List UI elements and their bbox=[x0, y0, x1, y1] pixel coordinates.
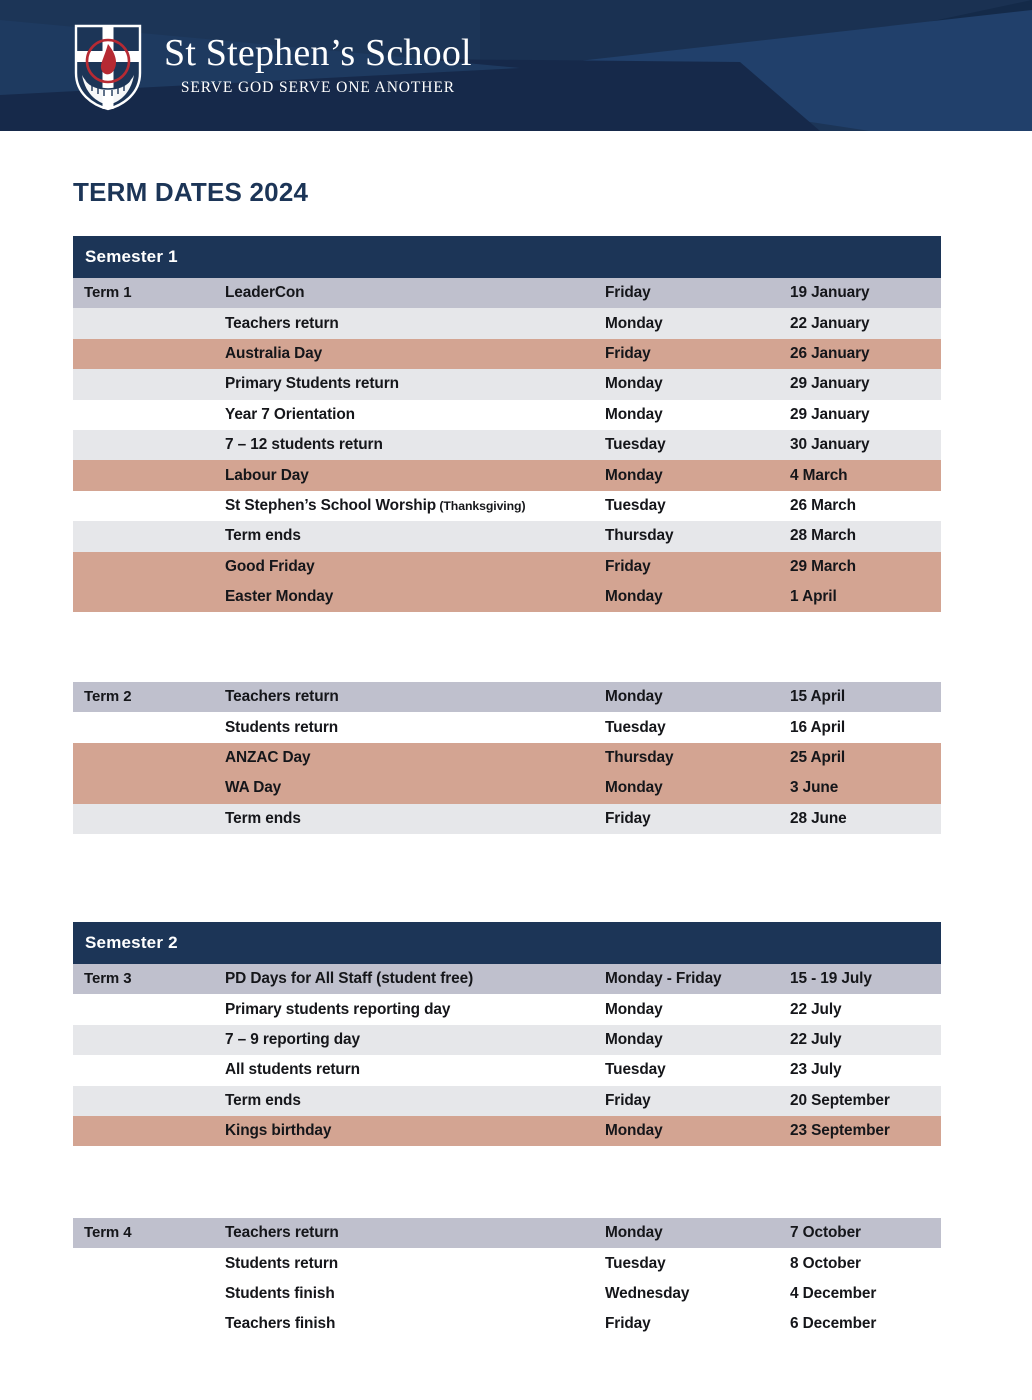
date-cell-text: 23 September bbox=[790, 1122, 890, 1140]
event-cell bbox=[225, 345, 605, 363]
event-cell-text: Primary students reporting day bbox=[225, 1000, 451, 1018]
term-cell-text: Term 2 bbox=[84, 688, 132, 706]
date-cell bbox=[790, 588, 941, 606]
event-cell bbox=[225, 588, 605, 606]
date-cell bbox=[790, 315, 941, 333]
semester-band bbox=[73, 922, 941, 964]
day-cell bbox=[605, 1061, 790, 1079]
event-cell-text: Kings birthday bbox=[225, 1122, 332, 1140]
event-cell-text: 7 – 9 reporting day bbox=[225, 1030, 360, 1048]
day-cell bbox=[605, 436, 790, 454]
date-cell bbox=[790, 1285, 941, 1303]
day-cell-text: Monday - Friday bbox=[605, 970, 722, 988]
day-cell-text: Monday bbox=[605, 405, 663, 423]
date-cell-text: 1 April bbox=[790, 588, 837, 606]
day-cell-text: Friday bbox=[605, 284, 651, 302]
event-cell-text: PD Days for All Staff (student free) bbox=[225, 970, 474, 988]
event-cell-text: Teachers return bbox=[225, 688, 339, 706]
day-cell-text: Tuesday bbox=[605, 718, 666, 736]
day-cell bbox=[605, 1001, 790, 1019]
event-cell bbox=[225, 436, 605, 454]
date-cell bbox=[790, 1315, 941, 1333]
event-cell bbox=[225, 779, 605, 797]
day-cell-text: Tuesday bbox=[605, 496, 666, 514]
date-cell bbox=[790, 375, 941, 393]
school-crest-icon bbox=[72, 23, 144, 111]
date-cell-text: 29 January bbox=[790, 405, 870, 423]
table-row bbox=[73, 278, 941, 308]
day-cell bbox=[605, 688, 790, 706]
term-table bbox=[73, 1218, 941, 1340]
event-cell bbox=[225, 315, 605, 333]
day-cell bbox=[605, 970, 790, 988]
event-cell bbox=[225, 970, 605, 988]
term-table bbox=[73, 682, 941, 834]
day-cell bbox=[605, 779, 790, 797]
event-cell bbox=[225, 1061, 605, 1079]
event-cell bbox=[225, 1001, 605, 1019]
table-row bbox=[73, 712, 941, 742]
semester-label: Semester 2 bbox=[85, 933, 178, 952]
event-cell-text: Year 7 Orientation bbox=[225, 405, 355, 423]
event-cell bbox=[225, 1224, 605, 1242]
table-row bbox=[73, 521, 941, 551]
event-cell-text: Students return bbox=[225, 718, 339, 736]
event-cell bbox=[225, 467, 605, 485]
day-cell-text: Thursday bbox=[605, 527, 674, 545]
table-row bbox=[73, 339, 941, 369]
date-cell-text: 8 October bbox=[790, 1254, 861, 1272]
event-cell-text: St Stephen’s School Worship bbox=[225, 496, 437, 514]
table-row bbox=[73, 964, 941, 994]
date-cell bbox=[790, 497, 941, 515]
day-cell-text: Friday bbox=[605, 1315, 651, 1333]
event-cell-text: 7 – 12 students return bbox=[225, 436, 383, 454]
date-cell-text: 4 December bbox=[790, 1284, 877, 1302]
semester-band-row bbox=[73, 236, 941, 278]
semester-label: Semester 1 bbox=[85, 247, 178, 266]
event-cell-text: Term ends bbox=[225, 1091, 301, 1109]
event-cell bbox=[225, 1255, 605, 1273]
date-cell-text: 28 June bbox=[790, 809, 847, 827]
site-header-banner bbox=[0, 0, 1032, 131]
table-row bbox=[73, 682, 941, 712]
date-cell bbox=[790, 558, 941, 576]
day-cell-text: Tuesday bbox=[605, 1061, 666, 1079]
date-cell bbox=[790, 1031, 941, 1049]
day-cell-text: Monday bbox=[605, 779, 663, 797]
term-cell bbox=[73, 284, 225, 302]
event-cell bbox=[225, 719, 605, 737]
date-cell-text: 26 January bbox=[790, 344, 870, 362]
date-cell-text: 6 December bbox=[790, 1315, 877, 1333]
event-cell bbox=[225, 1092, 605, 1110]
event-cell-text: Term ends bbox=[225, 809, 301, 827]
term-table bbox=[73, 278, 941, 612]
event-cell bbox=[225, 810, 605, 828]
table-row bbox=[73, 1025, 941, 1055]
event-cell-text: LeaderCon bbox=[225, 284, 305, 302]
page-title: TERM DATES 2024 bbox=[73, 177, 309, 207]
day-cell bbox=[605, 497, 790, 515]
date-cell-text: 16 April bbox=[790, 718, 846, 736]
date-cell bbox=[790, 1092, 941, 1110]
event-cell-text: Students finish bbox=[225, 1284, 335, 1302]
day-cell bbox=[605, 1315, 790, 1333]
table-row bbox=[73, 1279, 941, 1309]
day-cell-text: Wednesday bbox=[605, 1284, 690, 1302]
event-cell-text: WA Day bbox=[225, 779, 282, 797]
term-cell-text: Term 4 bbox=[84, 1224, 132, 1242]
event-cell bbox=[225, 1122, 605, 1140]
table-row bbox=[73, 369, 941, 399]
term-cell bbox=[73, 688, 225, 706]
day-cell bbox=[605, 345, 790, 363]
day-cell bbox=[605, 1255, 790, 1273]
date-cell-text: 26 March bbox=[790, 496, 856, 514]
date-cell bbox=[790, 436, 941, 454]
date-cell-text: 23 July bbox=[790, 1061, 842, 1079]
event-cell bbox=[225, 527, 605, 545]
term-cell-text: Term 3 bbox=[84, 970, 132, 988]
event-cell-text: Term ends bbox=[225, 527, 301, 545]
event-cell bbox=[225, 749, 605, 767]
day-cell bbox=[605, 810, 790, 828]
date-cell-text: 29 January bbox=[790, 375, 870, 393]
semester-band bbox=[73, 236, 941, 278]
day-cell-text: Monday bbox=[605, 588, 663, 606]
date-cell-text: 7 October bbox=[790, 1224, 861, 1242]
day-cell bbox=[605, 1285, 790, 1303]
table-row bbox=[73, 1309, 941, 1339]
day-cell-text: Tuesday bbox=[605, 1254, 666, 1272]
date-cell-text: 15 - 19 July bbox=[790, 970, 872, 988]
table-row bbox=[73, 773, 941, 803]
day-cell bbox=[605, 1092, 790, 1110]
event-cell-text: Primary Students return bbox=[225, 375, 399, 393]
event-cell bbox=[225, 375, 605, 393]
date-cell bbox=[790, 1255, 941, 1273]
table-row bbox=[73, 994, 941, 1024]
table-row bbox=[73, 460, 941, 490]
event-cell-text: Teachers finish bbox=[225, 1315, 336, 1333]
day-cell bbox=[605, 588, 790, 606]
date-cell-text: 28 March bbox=[790, 527, 856, 545]
day-cell-text: Friday bbox=[605, 557, 651, 575]
event-cell bbox=[225, 1315, 605, 1333]
day-cell-text: Monday bbox=[605, 688, 663, 706]
date-cell bbox=[790, 527, 941, 545]
table-row bbox=[73, 804, 941, 834]
day-cell bbox=[605, 719, 790, 737]
date-cell bbox=[790, 779, 941, 797]
table-row bbox=[73, 1218, 941, 1248]
date-cell bbox=[790, 719, 941, 737]
date-cell bbox=[790, 970, 941, 988]
date-cell bbox=[790, 284, 941, 302]
date-cell bbox=[790, 810, 941, 828]
day-cell-text: Friday bbox=[605, 344, 651, 362]
day-cell bbox=[605, 558, 790, 576]
table-row bbox=[73, 552, 941, 582]
date-cell bbox=[790, 345, 941, 363]
day-cell bbox=[605, 1224, 790, 1242]
table-row bbox=[73, 1116, 941, 1146]
day-cell bbox=[605, 749, 790, 767]
event-cell-text: Students return bbox=[225, 1254, 339, 1272]
day-cell-text: Thursday bbox=[605, 748, 674, 766]
event-cell-text: Australia Day bbox=[225, 344, 323, 362]
event-cell bbox=[225, 284, 605, 302]
day-cell-text: Monday bbox=[605, 375, 663, 393]
day-cell-text: Monday bbox=[605, 466, 663, 484]
school-motto: SERVE GOD SERVE ONE ANOTHER bbox=[180, 79, 455, 97]
event-cell bbox=[225, 558, 605, 576]
event-cell bbox=[225, 688, 605, 706]
day-cell bbox=[605, 315, 790, 333]
date-cell-text: 22 July bbox=[790, 1030, 842, 1048]
date-cell-text: 25 April bbox=[790, 748, 846, 766]
day-cell-text: Monday bbox=[605, 314, 663, 332]
date-cell-text: 30 January bbox=[790, 436, 870, 454]
date-cell-text: 19 January bbox=[790, 284, 870, 302]
term-cell bbox=[73, 970, 225, 988]
semester-band-row bbox=[73, 922, 941, 964]
event-cell bbox=[225, 406, 605, 424]
term-table bbox=[73, 964, 941, 1146]
day-cell bbox=[605, 527, 790, 545]
day-cell bbox=[605, 467, 790, 485]
date-cell bbox=[790, 688, 941, 706]
day-cell-text: Monday bbox=[605, 1122, 663, 1140]
date-cell-text: 20 September bbox=[790, 1091, 890, 1109]
day-cell bbox=[605, 284, 790, 302]
date-cell bbox=[790, 749, 941, 767]
event-note-text: (Thanksgiving) bbox=[436, 498, 526, 513]
school-wordmark bbox=[164, 31, 472, 98]
day-cell-text: Friday bbox=[605, 809, 651, 827]
table-row bbox=[73, 1055, 941, 1085]
table-row bbox=[73, 743, 941, 773]
day-cell-text: Monday bbox=[605, 1224, 663, 1242]
day-cell bbox=[605, 375, 790, 393]
date-cell bbox=[790, 1061, 941, 1079]
event-cell-text: Labour Day bbox=[225, 466, 309, 484]
date-cell-text: 15 April bbox=[790, 688, 846, 706]
table-row bbox=[73, 1248, 941, 1278]
day-cell bbox=[605, 1031, 790, 1049]
table-row bbox=[73, 1086, 941, 1116]
day-cell-text: Monday bbox=[605, 1000, 663, 1018]
event-cell-text: All students return bbox=[225, 1061, 360, 1079]
event-cell-text: Teachers return bbox=[225, 1224, 339, 1242]
date-cell-text: 4 March bbox=[790, 466, 848, 484]
date-cell bbox=[790, 1001, 941, 1019]
event-cell-text: Teachers return bbox=[225, 314, 339, 332]
table-row bbox=[73, 430, 941, 460]
date-cell bbox=[790, 406, 941, 424]
day-cell bbox=[605, 1122, 790, 1140]
day-cell-text: Monday bbox=[605, 1030, 663, 1048]
table-row bbox=[73, 308, 941, 338]
event-cell bbox=[225, 497, 605, 515]
date-cell-text: 29 March bbox=[790, 557, 856, 575]
date-cell-text: 22 January bbox=[790, 314, 870, 332]
day-cell bbox=[605, 406, 790, 424]
date-cell bbox=[790, 467, 941, 485]
event-cell bbox=[225, 1285, 605, 1303]
date-cell-text: 3 June bbox=[790, 779, 839, 797]
event-cell bbox=[225, 1031, 605, 1049]
day-cell-text: Tuesday bbox=[605, 436, 666, 454]
table-row bbox=[73, 491, 941, 521]
header-content bbox=[0, 0, 1032, 131]
school-name: St Stephen’s School bbox=[164, 31, 472, 74]
term-cell-text: Term 1 bbox=[84, 284, 132, 302]
event-cell-text: Good Friday bbox=[225, 557, 315, 575]
date-cell-text: 22 July bbox=[790, 1000, 842, 1018]
date-cell bbox=[790, 1122, 941, 1140]
term-cell bbox=[73, 1224, 225, 1242]
day-cell-text: Friday bbox=[605, 1091, 651, 1109]
date-cell bbox=[790, 1224, 941, 1242]
event-cell-text: ANZAC Day bbox=[225, 748, 311, 766]
table-row bbox=[73, 400, 941, 430]
event-cell-text: Easter Monday bbox=[225, 588, 334, 606]
table-row bbox=[73, 582, 941, 612]
